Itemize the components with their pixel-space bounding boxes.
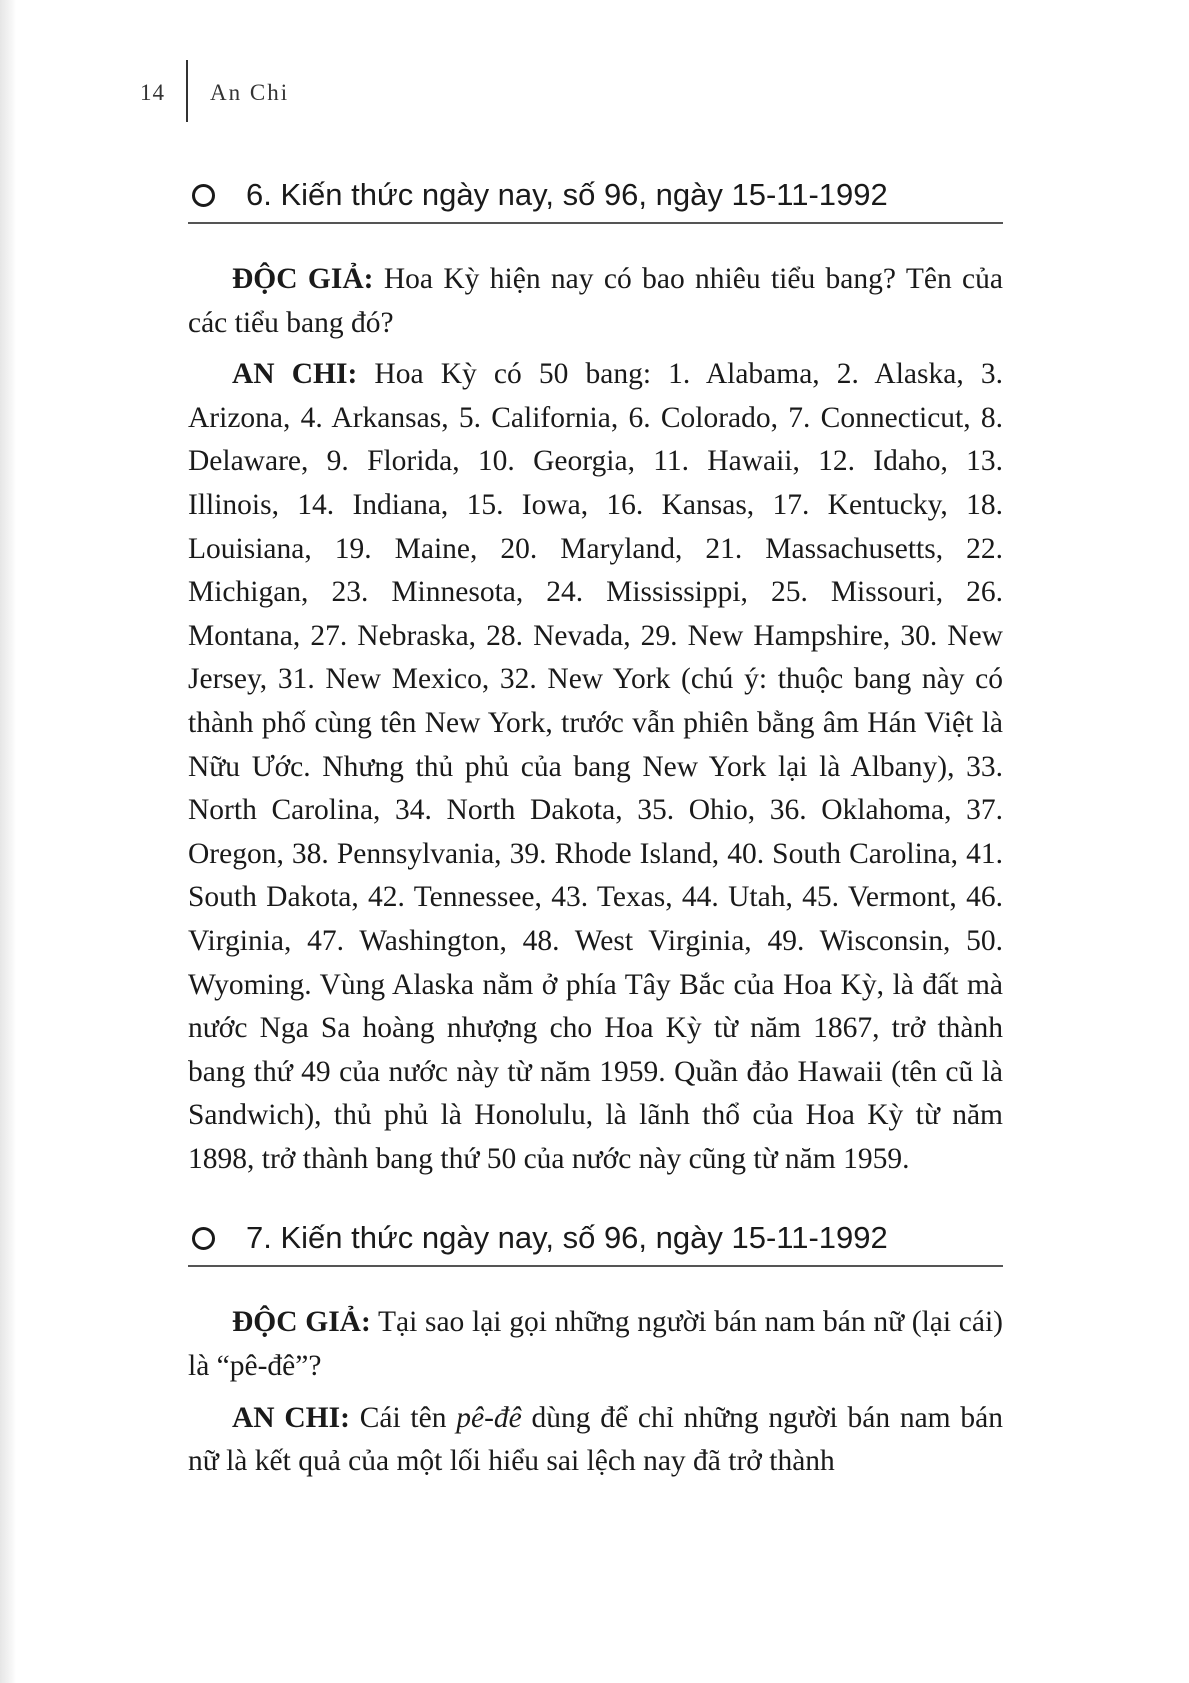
running-head-author: An Chi bbox=[210, 80, 290, 105]
author-answer bbox=[188, 1397, 1003, 1484]
running-head bbox=[0, 60, 1189, 122]
reader-question bbox=[188, 258, 1003, 345]
reader-question bbox=[188, 1301, 1003, 1388]
section-heading bbox=[188, 168, 1003, 224]
question-text: Hoa Kỳ hiện nay có bao nhiêu tiểu bang? Tên của các tiểu bang đó? bbox=[188, 263, 1003, 339]
speaker-label-author: AN CHI: bbox=[232, 1401, 350, 1434]
question-text: Tại sao lại gọi những người bán nam bán nữ (lại cái) là “pê-đê”? bbox=[188, 1306, 1003, 1383]
section-6 bbox=[188, 168, 1003, 1181]
circle-bullet-icon bbox=[192, 1227, 215, 1250]
speaker-label-author: AN CHI: bbox=[232, 358, 358, 391]
section-heading bbox=[188, 1211, 1003, 1267]
answer-text-continued: dùng để chỉ những người bán nam bán nữ là kết quả của một lối hiểu sai lệch nay đã trở thành bbox=[188, 1401, 1003, 1478]
circle-bullet-icon bbox=[192, 184, 215, 207]
section-title: 7. Kiến thức ngày nay, số 96, ngày 15-11-1992 bbox=[246, 1220, 888, 1256]
section-title: 6. Kiến thức ngày nay, số 96, ngày 15-11-1992 bbox=[246, 177, 888, 212]
header-divider bbox=[186, 60, 188, 122]
section-7 bbox=[188, 1211, 1003, 1483]
page-edge-shadow bbox=[0, 0, 16, 1683]
answer-term: pê-đê bbox=[456, 1401, 522, 1434]
answer-text: Cái tên bbox=[349, 1401, 457, 1434]
answer-text: Hoa Kỳ có 50 bang: 1. Alabama, 2. Alaska, 3. Arizona, 4. Arkansas, 5. California, 6. Colorado, 7. Connecticut, 8. Delaware, 9. Florida, 10. Georgia, 11. Hawaii, 12. Idaho, 13. Illinois, 14. Indiana, 15. Iowa, 16. Kansas, 17. Kentucky, 18. Louisiana, 19. Maine, 20. Maryland, 21. Massachusetts, 22. Michigan, 23. Minnesota, 24. Mississippi, 25. Missouri, 26. Montana, 27. Nebraska, 28. Nevada, 29. New Hampshire, 30. New Jersey, 31. New Mexico, 32. New York (chú ý: thuộc bang này có thành phố cùng tên New York, trước vẫn phiên bằng âm Hán Việt là Nữu Ước. Nhưng thủ phủ của bang New York lại là Albany), 33. North Carolina, 34. North Dakota, 35. Ohio, 36. Oklahoma, 37. Oregon, 38. Pennsylvania, 39. Rhode Island, 40. South Carolina, 41. South Dakota, 42. Tennessee, 43. Texas, 44. Utah, 45. Vermont, 46. Virginia, 47. Washington, 48. West Virginia, 49. Wisconsin, 50. Wyoming. Vùng Alaska nằm ở phía Tây Bắc của Hoa Kỳ, là đất mà nước Nga Sa hoàng nhượng cho Hoa Kỳ từ năm 1867, trở thành bang thứ 49 của nước này từ năm 1959. Quần đảo Hawaii (tên cũ là Sandwich), thủ phủ là Honolulu, là lãnh thổ của Hoa Kỳ từ năm 1898, trở thành bang thứ 50 của nước này cũng từ năm 1959. bbox=[188, 358, 1003, 1175]
page-content bbox=[188, 168, 1003, 1484]
author-answer bbox=[188, 353, 1003, 1181]
speaker-label-reader: ĐỘC GIẢ: bbox=[232, 1306, 371, 1339]
speaker-label-reader: ĐỘC GIẢ: bbox=[232, 263, 374, 295]
page-number: 14 bbox=[140, 80, 165, 105]
